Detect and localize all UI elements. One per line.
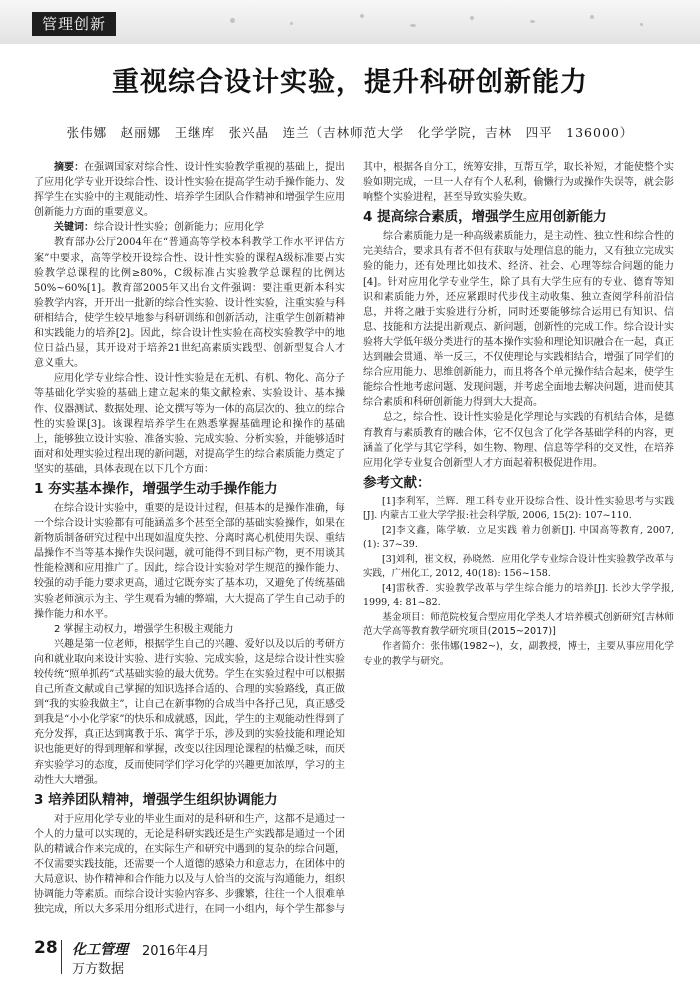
section-tag: 管理创新 — [32, 12, 116, 36]
abstract — [34, 160, 345, 220]
database-label: 万方数据 — [72, 962, 125, 977]
abstract-text: 在强调国家对综合性、设计性实验教学重视的基础上，提出了应用化学专业开设综合性、设计性实验在提高学生动手操作能力、发挥学生在实验中的主观能动性、培养学生团队合作精神和增强学生应用创新能力方面的重要意义。 — [34, 162, 346, 219]
abstract-label: 摘要： — [54, 162, 85, 173]
body-paragraph: 总之，综合性、设计性实验是化学理论与实践的有机结合体，是德育教育与素质教育的融合体，它不仅包含了化学各基础学科的内容，更涵盖了化学与其它学科，如生物、物理、信息等学科的交叉性，在培养应用化学专业复合创新型人才方面起着积极促进作用。 — [363, 412, 674, 469]
reference-item: [4]雷秋香．实验教学改革与学生综合能力的培养[J]. 长沙大学学报, 1999, 4: 81~82. — [363, 582, 674, 609]
paper-title: 重视综合设计实验，提升科研创新能力 — [112, 67, 588, 98]
references-heading: 参考文献： — [363, 474, 431, 491]
reference-item: [1]李利军，兰辉．理工科专业开设综合性、设计性实验思考与实践[J]. 内蒙古工业大学学报:社会科学版, 2006, 15(2): 107~110. — [363, 495, 674, 522]
issue-date: 2016年4月 — [142, 944, 210, 959]
fund-note: 基金项目：师范院校复合型应用化学类人才培养模式创新研究[吉林师范大学高等教育教学研究项目(2015~2017)] — [363, 611, 674, 638]
article-body — [34, 160, 674, 930]
section-heading: 4 提高综合素质，增强学生应用创新能力 — [363, 209, 607, 226]
journal-name: 化工管理 — [72, 942, 128, 958]
footer-divider — [61, 940, 62, 974]
keywords-label: 关键词： — [54, 222, 94, 234]
body-paragraph: 教育部办公厅2004年在“普通高等学校本科教学工作水平评估方案”中要求，高等学校开设综合性、设计性实验的课程A级标准要占实验教学总课程的比例≥80%，C级标准占实验教学总课程的比例达50%~60%[1]。教育部2005年又出台文件强调：要注重更新本科实验教学内容，开开出一批新的综合性实验、设计性实验，注重实验与科研相结合，使学生较早地参与科研训练和创新活动，注重学生创新精神和实践能力的培养[2]。因此，综合设计性实验在高校实验教学中的地位日益凸显，其开设对于培养21世纪高素质实践型、创新型复合人才意义重大。 — [34, 237, 345, 370]
header-band — [0, 0, 700, 44]
page-number: 28 — [34, 938, 58, 958]
body-paragraph: 应用化学专业综合性、设计性实验是在无机、有机、物化、高分子等基础化学实验的基础上建立起来的集文献检索、实验设计、基本操作、仪器测试、数据处理、论文撰写等为一体的高层次的、独立的综合性的实验课[3]。该课程培养学生在熟悉掌握基础理论和操作的基础上，能够独立设计实验、准备实验、完成实验、分析实验，并能够适时面对和处理实验过程出现的新问题，对提高学生的综合素质能力奠定了坚实的基础，具体表现在以下几个方面： — [34, 373, 345, 475]
section-heading: 3 培养团队精神，增强学生组织协调能力 — [34, 791, 278, 808]
body-paragraph: 兴趣是第一位老师，根据学生自己的兴趣、爱好以及以后的考研方向和就业取向来设计实验、进行实验、完成实验，这是综合设计性实验较传统“照单抓药”式基础实验的最大优势。学生在实验过程中可以根据自己所查文献或自己掌握的知识选择合适的、合理的实验路线，真正做到“我的实验我做主”，让自己在新事物的合成当中各抒己见，真正感受到我是“小小化学家”的快乐和成就感，因此，学生的主观能动性得到了充分发挥，真正达到寓教于乐、寓学于乐，涉及到的实验技能和理论知识也能更好的得到理解和掌握，改变以往因理论课程的枯燥乏味，而厌弃实验学习的态度，反而使同学们学习化学的兴趣更加浓厚，学习的主动性大大增强。 — [34, 638, 345, 786]
reference-item: [2]李文鑫，陈学敏．立足实践 着力创新[J]. 中国高等教育, 2007, (1): 37~39. — [363, 524, 674, 551]
reference-item: [3]刘利，崔文权，孙晓然．应用化学专业综合设计性实验教学改革与实践，广州化工, 2012, 40(18): 156~158. — [363, 553, 674, 580]
body-paragraph: 在综合设计实验中，重要的是设计过程，但基本的是操作准确，每一个综合设计实验都有可能涵盖多个甚至全部的基础实验操作，如果在新物质制备研究过程中出现如温度失控、分离时离心机使用失误、重结晶操作不当等基本操作失误问题，就可能得不到目标产物，更不用谈其性能检测和应用推广了。因此，综合设计实验对学生规范的操作能力、较强的动手能力要求更高，通过它既夯实了基本功，又避免了传统基础实验老师演示为主、学生观看为辅的弊端，大大提高了学生自己动手的操作能力和水平。 — [34, 502, 345, 620]
author-byline: 张伟娜 赵丽娜 王继库 张兴晶 连兰（吉林师范大学 化学学院，吉林 四平 136000） — [66, 125, 634, 140]
keywords-text: 综合设计性实验；创新能力；应用化学 — [94, 222, 264, 234]
section-heading: 1 夯实基本操作，增强学生动手操作能力 — [34, 480, 278, 497]
body-paragraph: 对于应用化学专业的毕业生面对的是科研和生产，这都不是通过一个人的力量可以实现的，无论是科研实践还是生产实践都是通过一个团队的精诚合作来完成的，在实际生产和研究中遇到的复杂的综合问题，不仅需要实践技能，还需要一个人道德的感染力和意志力，在团体中的大局意识、协作精神和合作能力以及与人恰当的交流与沟通能力，组织协调能力等素质。而综合设计实验内容多、步骤繁，往往一个人很难单独完成，所以大多采用分组形式进行，在同一小组内，每个学生都参与其中，根据各自分工，统筹安排，互帮互学，取长补短，才能使整个实验如期完成，一旦一人存有个人私利，偷懒行为或操作失误等，就会影响整个实验进程，甚至导致实验失败。 — [34, 162, 674, 916]
subsection-heading: 2 掌握主动权力，增强学生积极主观能力 — [54, 623, 234, 635]
body-paragraph: 综合素质能力是一种高级素质能力，是主动性、独立性和综合性的完美结合，要求具有者不但有获取与处理信息的能力，又有独立完成实验的能力，还有处理比如技术、经济、社会、心理等综合问题的能力[4]。针对应用化学专业学生，除了具有大学生应有的专业、德育等知识和素质能力外，还应紧跟时代步伐主动收集、独立查阅学科前沿信息，并将之融于实验进行分析，同时还要能够综合运用已有知识、信息、技能和方法提出新观点、新问题，创新性的完成工作。综合设计实验将大学低年级分类进行的基本操作实验和理论知识融合在一起，真正达到融会贯通、举一反三，不仅使理论与实践相结合，增强了同学们的综合应用能力、思维创新能力，而且将各个单元操作结合起来，使学生能综合性地考虑问题、发现问题，并考虑全面地去解决问题，进而使其综合素质和科研创新能力得到大大提高。 — [363, 231, 674, 409]
keywords — [34, 220, 345, 235]
author-note: 作者简介：张伟娜(1982~)，女，副教授，博士，主要从事应用化学专业的教学与研究。 — [363, 640, 674, 667]
